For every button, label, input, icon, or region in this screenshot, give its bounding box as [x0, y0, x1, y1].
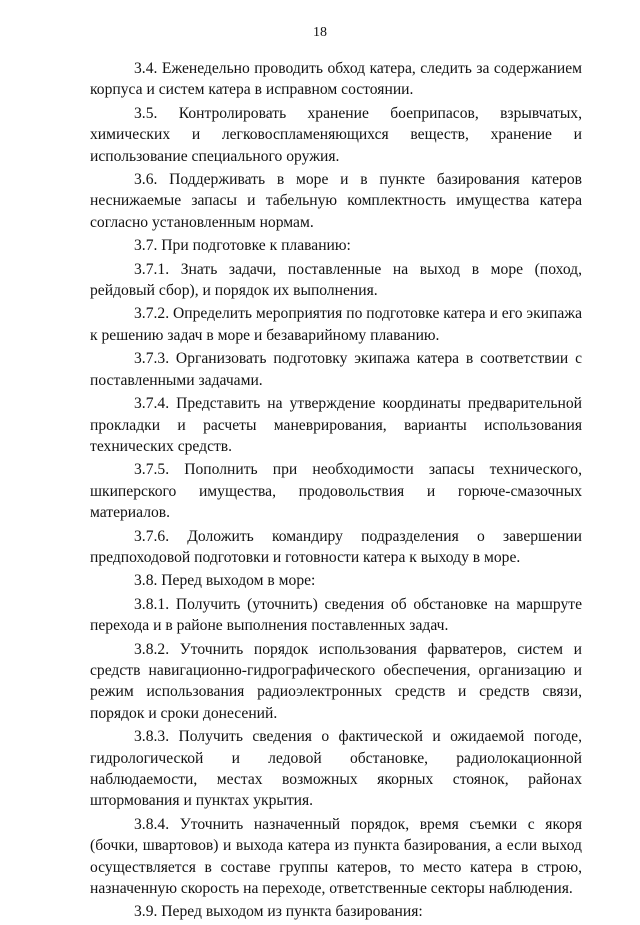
- paragraph-3-8-2: 3.8.2. Уточнить порядок использования фарватеров, систем и средств навигационно-гидрографического обеспечения, организацию и режим использования радиоэлектронных средств и средств связи, порядок и сроки донесений.: [90, 640, 582, 722]
- paragraph-3-8: 3.8. Перед выходом в море:: [134, 572, 316, 590]
- paragraph-3-6: 3.6. Поддерживать в море и в пункте базирования катеров неснижаемые запасы и табельную комплектность имущества катера согласно установленным нормам.: [90, 171, 582, 231]
- paragraph-3-9: 3.9. Перед выходом из пункта базирования:: [134, 903, 423, 921]
- paragraph-3-7-1: 3.7.1. Знать задачи, поставленные на выход в море (поход, рейдовый сбор), и порядок их выполнения.: [90, 260, 582, 300]
- paragraph-3-7-3: 3.7.3. Организовать подготовку экипажа катера в соответствии с поставленными задачами.: [90, 350, 582, 389]
- paragraph-3-7-4: 3.7.4. Представить на утверждение координаты предварительной прокладки и расчеты маневрирования, варианты использования технических средств.: [90, 395, 582, 455]
- paragraph-3-8-4: 3.8.4. Уточнить назначенный порядок, время съемки с якоря (бочки, швартовов) и выхода катера из пункта базирования, а если выход осуществляется в составе группы катеров, то место катера в строю, назначенную скорость на переходе, ответственные секторы наблюдения.: [90, 815, 582, 898]
- document-body: [90, 58, 582, 925]
- paragraph-3-7-6: 3.7.6. Доложить командиру подразделения о завершении предпоходовой подготовки и готовности катера к выходу в море.: [90, 527, 582, 566]
- paragraph-3-5: 3.5. Контролировать хранение боеприпасов, взрывчатых, химических и легковоспламеняющихся веществ, хранение и использование специального оружия.: [90, 104, 582, 165]
- paragraph-3-8-1: 3.8.1. Получить (уточнить) сведения об обстановке на маршруте перехода и в районе выполнения поставленных задач.: [90, 595, 582, 635]
- page-number: 18: [313, 25, 327, 40]
- paragraph-3-4: 3.4. Еженедельно проводить обход катера, следить за содержанием корпуса и систем катера в исправном состоянии.: [90, 60, 582, 99]
- paragraph-3-7-5: 3.7.5. Пополнить при необходимости запасы технического, шкиперского имущества, продовольствия и горюче-смазочных материалов.: [90, 461, 582, 522]
- paragraph-3-7: 3.7. При подготовке к плаванию:: [134, 237, 351, 255]
- paragraph-3-7-2: 3.7.2. Определить мероприятия по подготовке катера и его экипажа к решению задач в море и безаварийному плаванию.: [90, 305, 582, 344]
- paragraph-3-8-3: 3.8.3. Получить сведения о фактической и ожидаемой погоде, гидрологической и ледовой обстановке, радиолокационной наблюдаемости, местах возможных якорных стоянок, районах штормования и пунктах укрытия.: [90, 728, 582, 810]
